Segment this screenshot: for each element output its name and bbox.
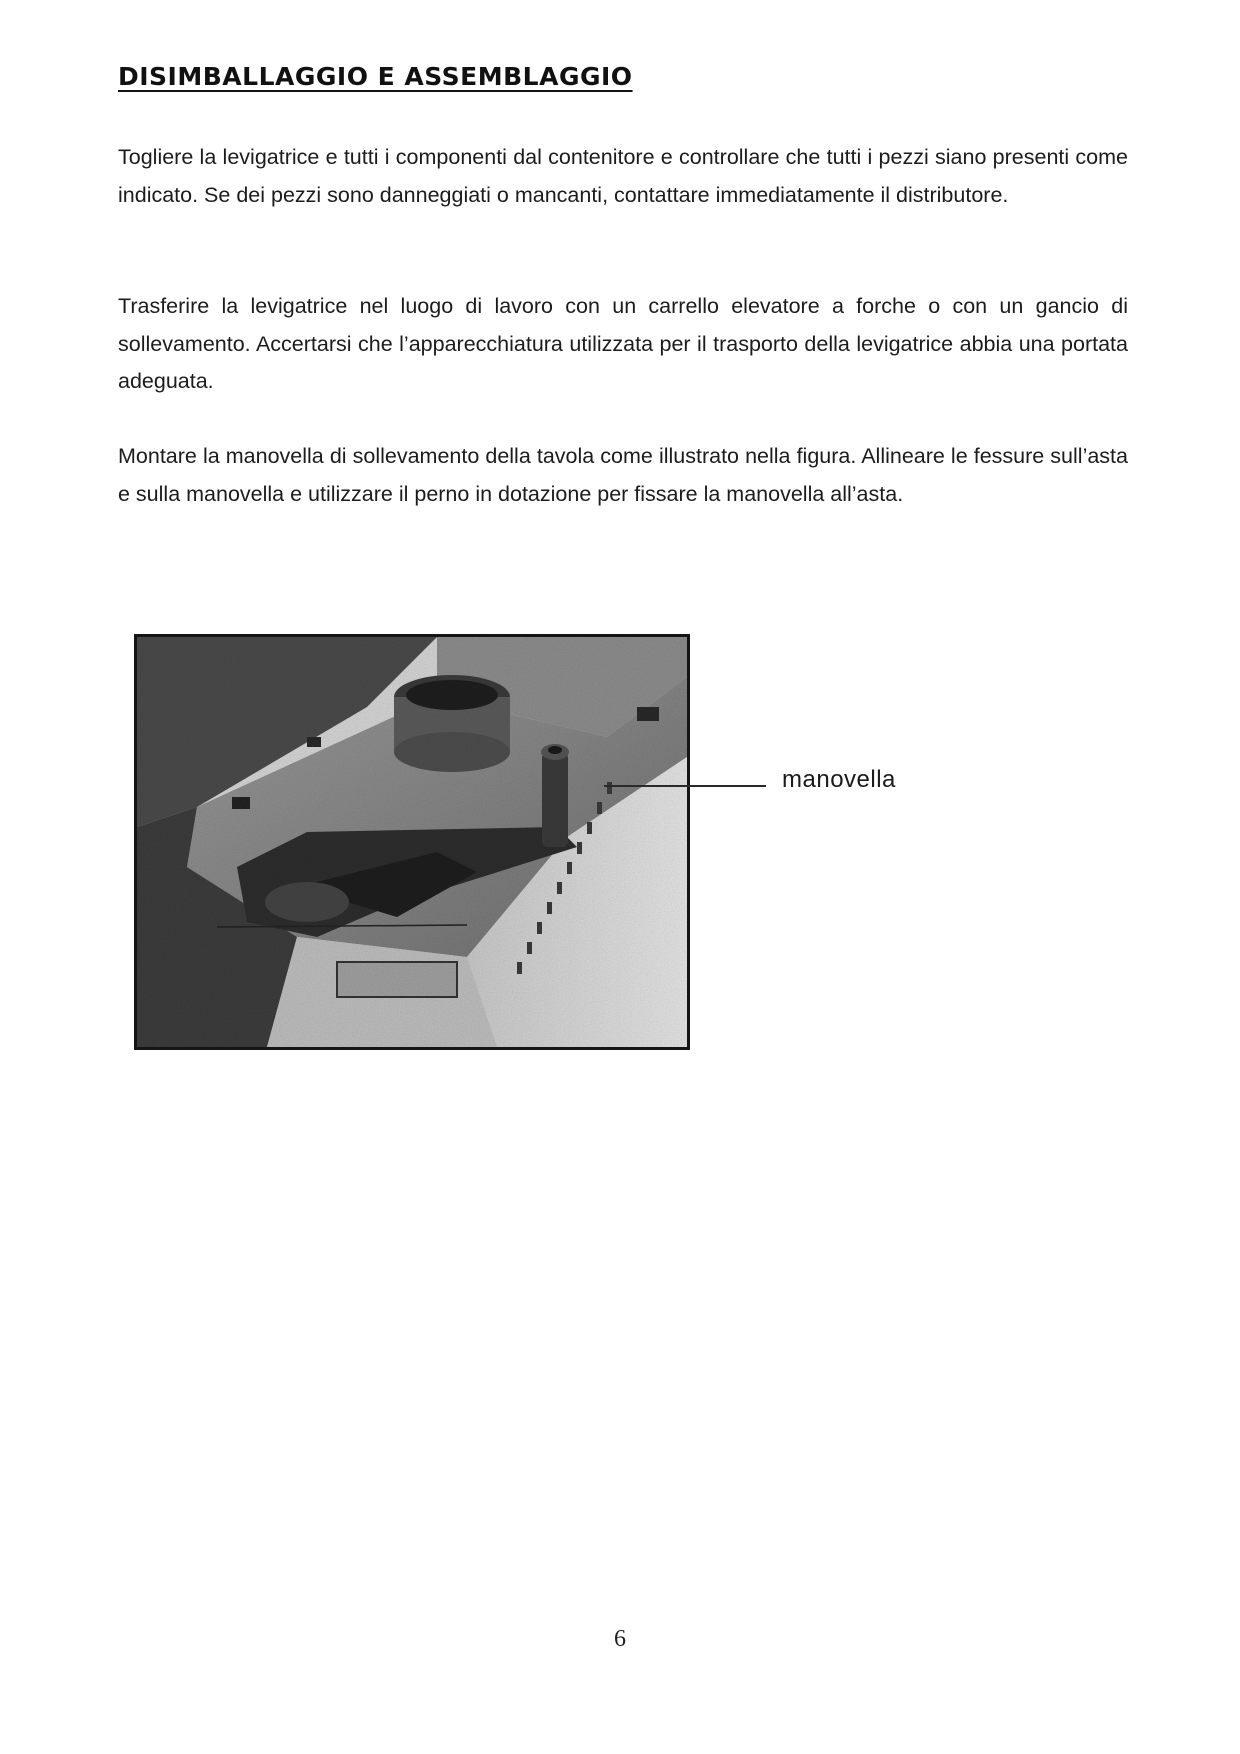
- sander-photo-illustration: [137, 637, 687, 1047]
- sander-crank-photo: [134, 634, 690, 1050]
- page-number: 6: [614, 1626, 626, 1652]
- section-heading: DISIMBALLAGGIO E ASSEMBLAGGIO: [118, 62, 633, 91]
- callout-leader-line: [604, 785, 766, 787]
- paragraph-unpacking: Togliere la levigatrice e tutti i componenti dal contenitore e controllare che tutti i pezzi siano presenti come indicato. Se dei pezzi sono danneggiati o mancanti, contattare immediatamente il distributore.: [118, 145, 1128, 207]
- paragraph-transport: Trasferire la levigatrice nel luogo di lavoro con un carrello elevatore a forche o con un gancio di sollevamento. Accertarsi che l’apparecchiatura utilizzata per il trasporto della levigatrice abbia una portata adeguata.: [118, 294, 1128, 393]
- crank-callout-label: manovella: [782, 766, 896, 793]
- paragraph-crank-mounting: Montare la manovella di sollevamento della tavola come illustrato nella figura. Allineare le fessure sull’asta e sulla manovella e utilizzare il perno in dotazione per fissare la manovella all’asta.: [118, 444, 1128, 506]
